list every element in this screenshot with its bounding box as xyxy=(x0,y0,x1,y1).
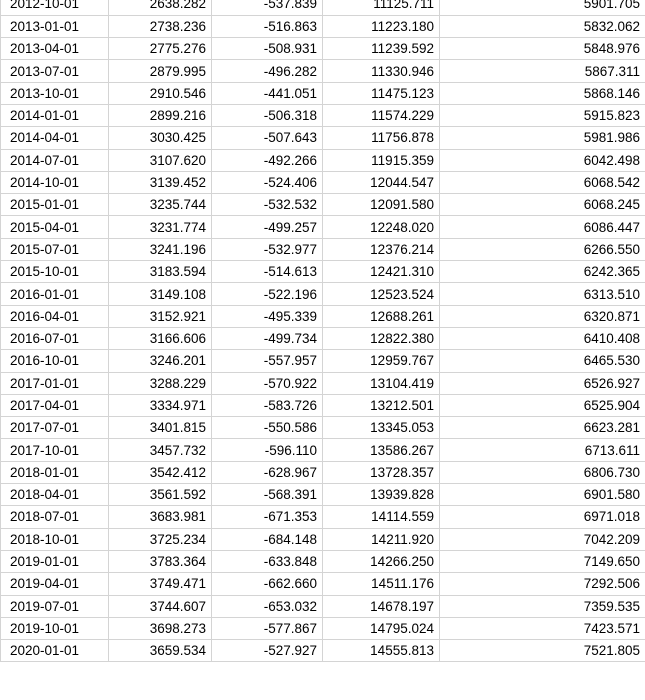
value-cell-b[interactable]: -568.391 xyxy=(212,484,323,506)
table-row xyxy=(1,417,645,439)
value-cell-a[interactable]: 3166.606 xyxy=(109,327,212,349)
value-cell-a[interactable]: 2738.236 xyxy=(109,15,212,37)
table-row xyxy=(1,394,645,416)
date-cell[interactable]: 2017-10-01 xyxy=(1,439,109,461)
value-cell-b[interactable]: -550.586 xyxy=(212,417,323,439)
table-row xyxy=(1,350,645,372)
value-cell-c[interactable]: 11475.123 xyxy=(323,82,440,104)
value-cell-b[interactable]: -570.922 xyxy=(212,372,323,394)
table-row xyxy=(1,439,645,461)
date-cell[interactable]: 2019-01-01 xyxy=(1,550,109,572)
value-cell-b[interactable]: -628.967 xyxy=(212,461,323,483)
table-row xyxy=(1,60,645,82)
value-cell-a[interactable]: 3241.196 xyxy=(109,238,212,260)
date-cell[interactable]: 2019-07-01 xyxy=(1,595,109,617)
date-cell[interactable]: 2018-04-01 xyxy=(1,484,109,506)
value-cell-d[interactable]: 6086.447 xyxy=(440,216,645,238)
value-cell-b[interactable]: -522.196 xyxy=(212,283,323,305)
table-row xyxy=(1,104,645,126)
value-cell-d[interactable]: 7149.650 xyxy=(440,550,645,572)
value-cell-d[interactable]: 5901.705 xyxy=(440,0,645,15)
value-cell-b[interactable]: -537.839 xyxy=(212,0,323,15)
value-cell-a[interactable]: 3030.425 xyxy=(109,127,212,149)
table-row xyxy=(1,506,645,528)
value-cell-a[interactable]: 3783.364 xyxy=(109,550,212,572)
date-cell[interactable]: 2016-04-01 xyxy=(1,305,109,327)
value-cell-a[interactable]: 3288.229 xyxy=(109,372,212,394)
value-cell-b[interactable]: -596.110 xyxy=(212,439,323,461)
value-cell-b[interactable]: -524.406 xyxy=(212,171,323,193)
value-cell-a[interactable]: 3152.921 xyxy=(109,305,212,327)
value-cell-d[interactable]: 6320.871 xyxy=(440,305,645,327)
value-cell-c[interactable]: 12523.524 xyxy=(323,283,440,305)
value-cell-b[interactable]: -441.051 xyxy=(212,82,323,104)
value-cell-d[interactable]: 6242.365 xyxy=(440,261,645,283)
table-row xyxy=(1,127,645,149)
value-cell-c[interactable]: 11239.592 xyxy=(323,38,440,60)
value-cell-d[interactable]: 6971.018 xyxy=(440,506,645,528)
date-cell[interactable]: 2015-07-01 xyxy=(1,238,109,260)
value-cell-c[interactable]: 14555.813 xyxy=(323,640,440,662)
value-cell-d[interactable]: 6623.281 xyxy=(440,417,645,439)
table-row xyxy=(1,617,645,639)
value-cell-c[interactable]: 11125.711 xyxy=(323,0,440,15)
value-cell-a[interactable]: 3139.452 xyxy=(109,171,212,193)
table-row xyxy=(1,305,645,327)
value-cell-c[interactable]: 12248.020 xyxy=(323,216,440,238)
value-cell-b[interactable]: -508.931 xyxy=(212,38,323,60)
date-cell[interactable]: 2015-01-01 xyxy=(1,194,109,216)
value-cell-c[interactable]: 14678.197 xyxy=(323,595,440,617)
value-cell-c[interactable]: 12421.310 xyxy=(323,261,440,283)
value-cell-c[interactable]: 11756.878 xyxy=(323,127,440,149)
value-cell-a[interactable]: 3683.981 xyxy=(109,506,212,528)
value-cell-c[interactable]: 12959.767 xyxy=(323,350,440,372)
value-cell-d[interactable]: 6713.611 xyxy=(440,439,645,461)
table-row xyxy=(1,38,645,60)
value-cell-a[interactable]: 2899.216 xyxy=(109,104,212,126)
value-cell-a[interactable]: 3183.594 xyxy=(109,261,212,283)
value-cell-c[interactable]: 13212.501 xyxy=(323,394,440,416)
value-cell-b[interactable]: -507.643 xyxy=(212,127,323,149)
table-row xyxy=(1,15,645,37)
date-cell[interactable]: 2013-07-01 xyxy=(1,60,109,82)
value-cell-d[interactable]: 5848.976 xyxy=(440,38,645,60)
value-cell-d[interactable]: 6410.408 xyxy=(440,327,645,349)
table-row xyxy=(1,484,645,506)
value-cell-a[interactable]: 3659.534 xyxy=(109,640,212,662)
value-cell-b[interactable]: -671.353 xyxy=(212,506,323,528)
value-cell-d[interactable]: 6266.550 xyxy=(440,238,645,260)
table-row xyxy=(1,0,645,15)
value-cell-d[interactable]: 6901.580 xyxy=(440,484,645,506)
value-cell-a[interactable]: 3107.620 xyxy=(109,149,212,171)
value-cell-d[interactable]: 7292.506 xyxy=(440,573,645,595)
value-cell-a[interactable]: 3725.234 xyxy=(109,528,212,550)
value-cell-c[interactable]: 14511.176 xyxy=(323,573,440,595)
value-cell-d[interactable]: 6068.245 xyxy=(440,194,645,216)
value-cell-a[interactable]: 2775.276 xyxy=(109,38,212,60)
value-cell-d[interactable]: 7423.571 xyxy=(440,617,645,639)
value-cell-a[interactable]: 2879.995 xyxy=(109,60,212,82)
value-cell-d[interactable]: 5868.146 xyxy=(440,82,645,104)
date-cell[interactable]: 2019-04-01 xyxy=(1,573,109,595)
date-cell[interactable]: 2014-01-01 xyxy=(1,104,109,126)
value-cell-d[interactable]: 5915.823 xyxy=(440,104,645,126)
table-row xyxy=(1,640,645,662)
date-cell[interactable]: 2013-10-01 xyxy=(1,82,109,104)
value-cell-a[interactable]: 3235.744 xyxy=(109,194,212,216)
value-cell-c[interactable]: 13939.828 xyxy=(323,484,440,506)
date-cell[interactable]: 2018-07-01 xyxy=(1,506,109,528)
value-cell-a[interactable]: 3457.732 xyxy=(109,439,212,461)
value-cell-a[interactable]: 3698.273 xyxy=(109,617,212,639)
table-row xyxy=(1,194,645,216)
value-cell-b[interactable]: -557.957 xyxy=(212,350,323,372)
value-cell-b[interactable]: -495.339 xyxy=(212,305,323,327)
value-cell-a[interactable]: 2638.282 xyxy=(109,0,212,15)
value-cell-a[interactable]: 3149.108 xyxy=(109,283,212,305)
value-cell-b[interactable]: -653.032 xyxy=(212,595,323,617)
value-cell-d[interactable]: 5832.062 xyxy=(440,15,645,37)
value-cell-c[interactable]: 14795.024 xyxy=(323,617,440,639)
value-cell-b[interactable]: -532.977 xyxy=(212,238,323,260)
value-cell-a[interactable]: 3749.471 xyxy=(109,573,212,595)
value-cell-a[interactable]: 3334.971 xyxy=(109,394,212,416)
value-cell-b[interactable]: -499.734 xyxy=(212,327,323,349)
value-cell-b[interactable]: -506.318 xyxy=(212,104,323,126)
value-cell-c[interactable]: 13586.267 xyxy=(323,439,440,461)
table-row xyxy=(1,216,645,238)
value-cell-c[interactable]: 14114.559 xyxy=(323,506,440,528)
value-cell-d[interactable]: 6806.730 xyxy=(440,461,645,483)
value-cell-c[interactable]: 11330.946 xyxy=(323,60,440,82)
value-cell-d[interactable]: 5981.986 xyxy=(440,127,645,149)
value-cell-d[interactable]: 7042.209 xyxy=(440,528,645,550)
value-cell-d[interactable]: 6313.510 xyxy=(440,283,645,305)
date-cell[interactable]: 2017-07-01 xyxy=(1,417,109,439)
date-cell[interactable]: 2017-04-01 xyxy=(1,394,109,416)
table-row xyxy=(1,82,645,104)
value-cell-c[interactable]: 13104.419 xyxy=(323,372,440,394)
table-row xyxy=(1,595,645,617)
table-row xyxy=(1,372,645,394)
value-cell-b[interactable]: -684.148 xyxy=(212,528,323,550)
table-row xyxy=(1,461,645,483)
date-cell[interactable]: 2015-04-01 xyxy=(1,216,109,238)
table-row xyxy=(1,149,645,171)
date-cell[interactable]: 2019-10-01 xyxy=(1,617,109,639)
date-cell[interactable]: 2016-01-01 xyxy=(1,283,109,305)
value-cell-b[interactable]: -527.927 xyxy=(212,640,323,662)
date-cell[interactable]: 2014-04-01 xyxy=(1,127,109,149)
value-cell-c[interactable]: 11223.180 xyxy=(323,15,440,37)
value-cell-c[interactable]: 12688.261 xyxy=(323,305,440,327)
value-cell-b[interactable]: -496.282 xyxy=(212,60,323,82)
table-row xyxy=(1,261,645,283)
value-cell-b[interactable]: -633.848 xyxy=(212,550,323,572)
value-cell-d[interactable]: 6042.498 xyxy=(440,149,645,171)
value-cell-c[interactable]: 14266.250 xyxy=(323,550,440,572)
value-cell-d[interactable]: 7359.535 xyxy=(440,595,645,617)
date-cell[interactable]: 2015-10-01 xyxy=(1,261,109,283)
value-cell-a[interactable]: 3744.607 xyxy=(109,595,212,617)
value-cell-a[interactable]: 3246.201 xyxy=(109,350,212,372)
value-cell-c[interactable]: 12376.214 xyxy=(323,238,440,260)
date-cell[interactable]: 2013-04-01 xyxy=(1,38,109,60)
table-row xyxy=(1,573,645,595)
table-row xyxy=(1,550,645,572)
value-cell-c[interactable]: 13728.357 xyxy=(323,461,440,483)
value-cell-c[interactable]: 11574.229 xyxy=(323,104,440,126)
value-cell-d[interactable]: 6525.904 xyxy=(440,394,645,416)
value-cell-b[interactable]: -662.660 xyxy=(212,573,323,595)
value-cell-a[interactable]: 2910.546 xyxy=(109,82,212,104)
date-cell[interactable]: 2014-10-01 xyxy=(1,171,109,193)
value-cell-b[interactable]: -583.726 xyxy=(212,394,323,416)
table-row xyxy=(1,283,645,305)
date-cell[interactable]: 2018-10-01 xyxy=(1,528,109,550)
value-cell-a[interactable]: 3561.592 xyxy=(109,484,212,506)
table-row xyxy=(1,171,645,193)
date-cell[interactable]: 2017-01-01 xyxy=(1,372,109,394)
value-cell-d[interactable]: 5867.311 xyxy=(440,60,645,82)
table-row xyxy=(1,528,645,550)
date-cell[interactable]: 2013-01-01 xyxy=(1,15,109,37)
date-cell[interactable]: 2016-07-01 xyxy=(1,327,109,349)
value-cell-c[interactable]: 14211.920 xyxy=(323,528,440,550)
value-cell-a[interactable]: 3231.774 xyxy=(109,216,212,238)
value-cell-c[interactable]: 12822.380 xyxy=(323,327,440,349)
table-row xyxy=(1,327,645,349)
value-cell-a[interactable]: 3542.412 xyxy=(109,461,212,483)
value-cell-a[interactable]: 3401.815 xyxy=(109,417,212,439)
value-cell-b[interactable]: -532.532 xyxy=(212,194,323,216)
value-cell-d[interactable]: 6465.530 xyxy=(440,350,645,372)
value-cell-d[interactable]: 6068.542 xyxy=(440,171,645,193)
value-cell-d[interactable]: 7521.805 xyxy=(440,640,645,662)
value-cell-d[interactable]: 6526.927 xyxy=(440,372,645,394)
date-cell[interactable]: 2012-10-01 xyxy=(1,0,109,15)
table-row xyxy=(1,238,645,260)
table-body xyxy=(1,0,645,662)
value-cell-b[interactable]: -577.867 xyxy=(212,617,323,639)
date-cell[interactable]: 2018-01-01 xyxy=(1,461,109,483)
value-cell-c[interactable]: 12091.580 xyxy=(323,194,440,216)
value-cell-b[interactable]: -499.257 xyxy=(212,216,323,238)
value-cell-c[interactable]: 13345.053 xyxy=(323,417,440,439)
value-cell-b[interactable]: -516.863 xyxy=(212,15,323,37)
value-cell-b[interactable]: -514.613 xyxy=(212,261,323,283)
value-cell-c[interactable]: 12044.547 xyxy=(323,171,440,193)
date-cell[interactable]: 2014-07-01 xyxy=(1,149,109,171)
date-cell[interactable]: 2020-01-01 xyxy=(1,640,109,662)
value-cell-b[interactable]: -492.266 xyxy=(212,149,323,171)
value-cell-c[interactable]: 11915.359 xyxy=(323,149,440,171)
date-cell[interactable]: 2016-10-01 xyxy=(1,350,109,372)
